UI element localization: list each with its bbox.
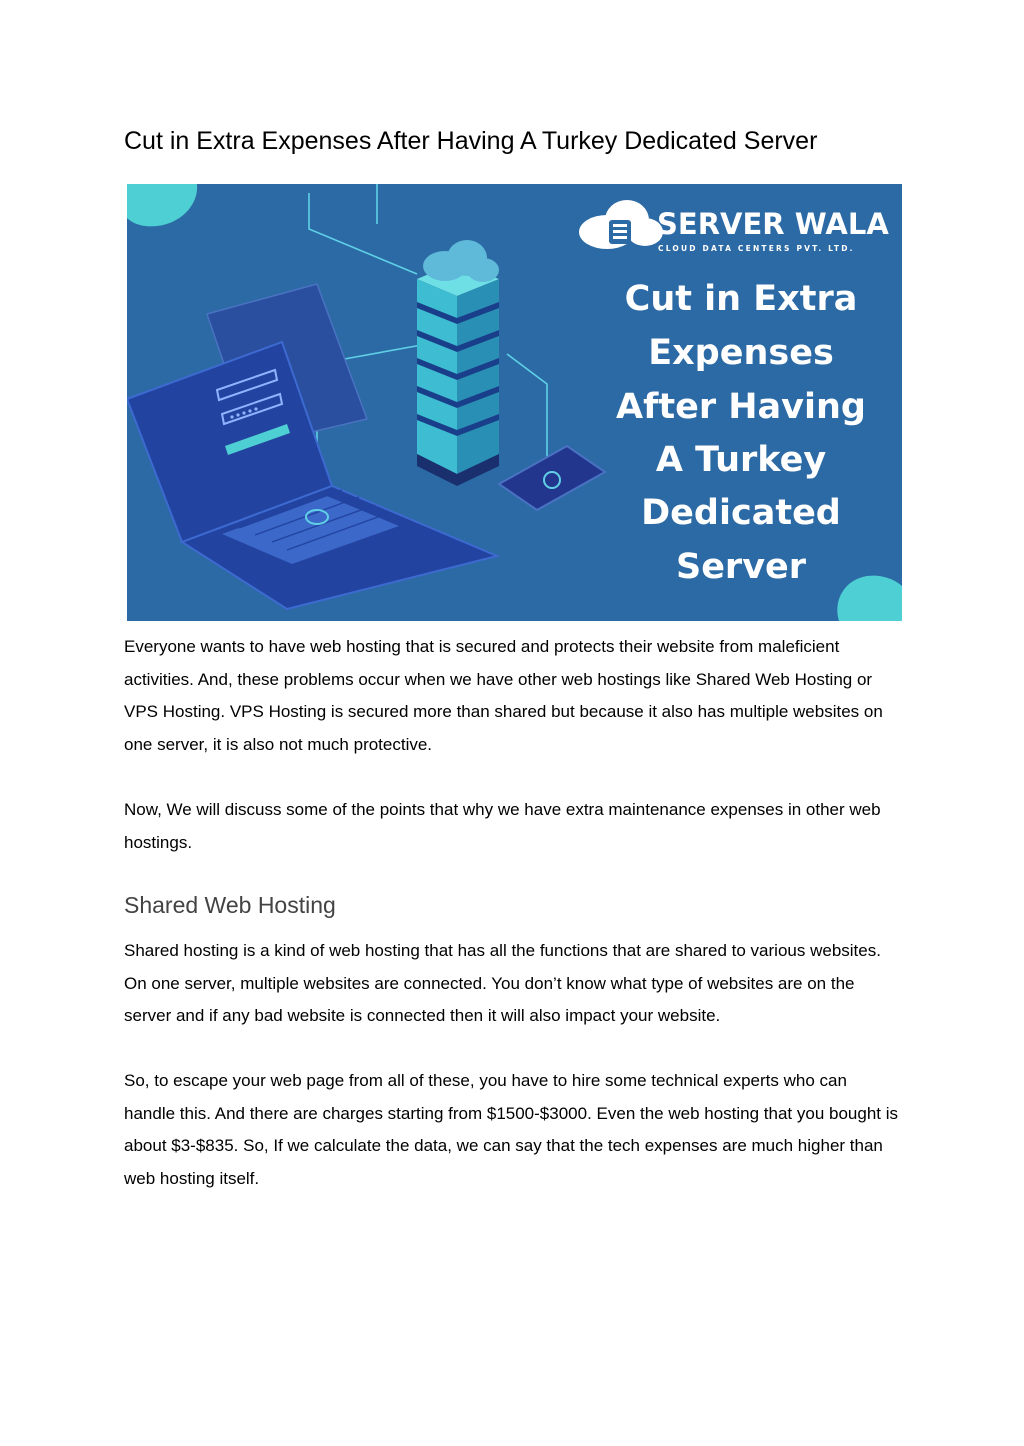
- intro-paragraph-1: Everyone wants to have web hosting that is secured and protects their website from maleficient activities. And, these problems occur when we have other web hostings like Shared Web Hosting or VPS Hosting. VPS Hosting is secured more than shared but because it also has multiple websites on one server, it is also not much protective.: [124, 637, 883, 754]
- brand-name: SERVER WALA: [657, 207, 889, 241]
- server-tower: [417, 262, 499, 486]
- headline-line-3: After Having: [616, 387, 866, 427]
- headline-line-1: Cut in Extra: [624, 279, 858, 319]
- brand-tagline: CLOUD DATA CENTERS PVT. LTD.: [658, 244, 855, 253]
- section-heading-shared-hosting: Shared Web Hosting: [124, 892, 336, 918]
- headline-line-2: Expenses: [648, 333, 834, 373]
- document-title: Cut in Extra Expenses After Having A Turkey Dedicated Server: [124, 127, 818, 155]
- shared-hosting-paragraph-2: So, to escape your web page from all of these, you have to hire some technical experts who can handle this. And there are charges starting from $1500-$3000. Even the web hosting that you bought is about $3-$835. So, If we calculate the data, we can say that the tech expenses are much higher than web hosting itself.: [124, 1071, 899, 1188]
- intro-paragraph-2: Now, We will discuss some of the points that why we have extra maintenance expenses in other web hostings.: [124, 800, 881, 852]
- banner-image: [127, 184, 902, 621]
- headline-line-5: Dedicated: [641, 493, 841, 533]
- headline-line-6: Server: [675, 547, 807, 587]
- headline-line-4: A Turkey: [655, 440, 827, 480]
- shared-hosting-paragraph-1: Shared hosting is a kind of web hosting that has all the functions that are shared to various websites. On one server, multiple websites are connected. You don’t know what type of websites are on the server and if any bad website is connected then it will also impact your website.: [124, 941, 881, 1026]
